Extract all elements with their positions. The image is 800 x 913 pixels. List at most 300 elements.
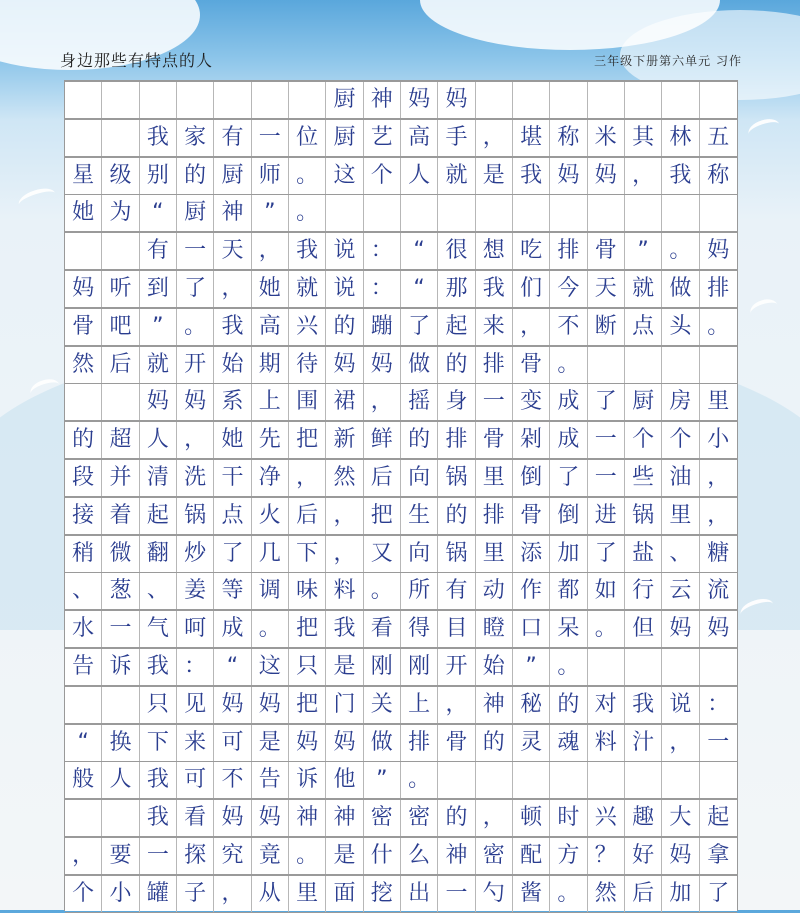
grid-cell: 排: [476, 347, 513, 383]
grid-cell: ，: [214, 876, 251, 912]
grid-cell: [102, 233, 139, 269]
grid-cell: ”: [252, 195, 289, 231]
grid-cell: 骨: [513, 498, 550, 534]
grid-cell: ，: [707, 465, 730, 490]
grid-cell: 神: [364, 82, 401, 118]
grid-cell: [625, 82, 662, 118]
grid-cell: 气: [140, 611, 177, 647]
grid-cell: 。: [662, 233, 699, 269]
essay-line: [65, 232, 737, 270]
grid-cell: 起: [140, 498, 177, 534]
grid-cell: 一: [438, 876, 475, 912]
grid-cell: 稍: [65, 536, 102, 572]
grid-cell: 排: [401, 725, 438, 761]
grid-cell: 骨: [476, 422, 513, 458]
grid-cell: 诉: [289, 762, 326, 798]
grid-cell: 。: [289, 195, 326, 231]
grid-cell: 把: [364, 498, 401, 534]
grid-cell: 我: [140, 120, 177, 156]
grid-cell: 把: [289, 611, 326, 647]
grid-cell: 不: [214, 762, 251, 798]
grid-cell: ：: [364, 271, 401, 307]
grid-cell: 来: [177, 725, 214, 761]
grid-cell: [252, 82, 289, 118]
grid-cell: 来: [476, 309, 513, 345]
grid-cell: [550, 82, 587, 118]
grid-cell: 身: [438, 384, 475, 420]
grid-cell: 罐: [140, 876, 177, 912]
grid-cell: [513, 82, 550, 118]
grid-cell: 做: [364, 725, 401, 761]
grid-cell: 系: [214, 384, 251, 420]
grid-cell: 待: [289, 347, 326, 383]
grid-cell: [588, 82, 625, 118]
grid-cell: 妈: [177, 384, 214, 420]
essay-line: [65, 535, 737, 573]
grid-cell: 加: [662, 876, 699, 912]
grid-cell: 她: [252, 271, 289, 307]
grid-cell: 点: [214, 498, 251, 534]
grid-cell: 断: [588, 309, 625, 345]
grid-cell: 妈: [140, 384, 177, 420]
grid-cell: 都: [550, 573, 587, 609]
grid-cell: 一: [102, 611, 139, 647]
grid-cell: 个: [364, 158, 401, 194]
grid-cell: 配: [513, 838, 550, 874]
essay-line: [65, 799, 737, 837]
grid-cell: 作: [513, 573, 550, 609]
grid-cell: ，: [65, 838, 102, 874]
grid-cell: 妈: [438, 82, 475, 118]
grid-cell: 我: [140, 762, 177, 798]
grid-cell: ，: [364, 384, 401, 420]
grid-cell: ，: [289, 460, 326, 496]
grid-cell: 顿: [513, 800, 550, 836]
grid-cell: 接: [65, 498, 102, 534]
grid-cell: 汁: [625, 725, 662, 761]
grid-cell: 的: [326, 309, 363, 345]
grid-cell: 起: [707, 805, 730, 831]
grid-cell: 头: [662, 309, 699, 345]
grid-cell: 她: [65, 195, 102, 231]
grid-cell: 始: [476, 649, 513, 685]
grid-cell: [65, 384, 102, 420]
grid-cell: 方: [550, 838, 587, 874]
essay-line: [65, 686, 737, 724]
grid-cell: 说: [662, 687, 699, 723]
grid-cell: 兴: [588, 800, 625, 836]
essay-line: [65, 459, 737, 497]
grid-cell: ？: [588, 838, 625, 874]
grid-cell: 他: [326, 762, 363, 798]
grid-cell: 排: [707, 276, 730, 301]
grid-cell: 般: [65, 762, 102, 798]
grid-cell: 些: [625, 460, 662, 496]
grid-cell: 但: [625, 611, 662, 647]
essay-line: [65, 119, 737, 157]
grid-cell: 告: [65, 649, 102, 685]
grid-cell: 一: [588, 422, 625, 458]
grid-cell: 可: [214, 725, 251, 761]
grid-cell: 一: [588, 460, 625, 496]
grid-cell: 子: [177, 876, 214, 912]
grid-cell: ，: [625, 158, 662, 194]
grid-cell: 厨: [326, 82, 363, 118]
grid-cell: 然: [588, 876, 625, 912]
grid-cell: 只: [140, 687, 177, 723]
grid-cell: [102, 687, 139, 723]
grid-cell: 生: [401, 498, 438, 534]
grid-cell: 、: [65, 573, 102, 609]
grid-cell: 称: [550, 120, 587, 156]
grid-cell: [476, 195, 513, 231]
grid-cell: 是: [476, 158, 513, 194]
grid-cell: 就: [140, 347, 177, 383]
grid-cell: 向: [401, 460, 438, 496]
grid-cell: “: [214, 649, 251, 685]
grid-cell: 神: [476, 687, 513, 723]
grid-cell: 神: [289, 800, 326, 836]
grid-cell: 里: [476, 536, 513, 572]
grid-cell: 倒: [513, 460, 550, 496]
grid-cell: [588, 347, 625, 383]
grid-cell: 了: [588, 536, 625, 572]
grid-cell: 人: [140, 422, 177, 458]
grid-cell: [588, 649, 625, 685]
grid-cell: 锅: [438, 536, 475, 572]
grid-cell: ，: [513, 309, 550, 345]
grid-cell: [662, 649, 699, 685]
grid-cell: 上: [252, 384, 289, 420]
grid-cell: 了: [214, 536, 251, 572]
grid-cell: 密: [401, 800, 438, 836]
grid-cell: 。: [550, 347, 587, 383]
grid-cell: 密: [364, 800, 401, 836]
grid-cell: 我: [476, 271, 513, 307]
grid-cell: 里: [289, 876, 326, 912]
grid-cell: 开: [438, 649, 475, 685]
grid-cell: 火: [252, 498, 289, 534]
grid-cell: 想: [476, 233, 513, 269]
grid-cell: 可: [177, 762, 214, 798]
grid-cell: ，: [476, 120, 513, 156]
grid-cell: 、: [140, 573, 177, 609]
grid-cell: 诉: [102, 649, 139, 685]
grid-cell: 换: [102, 725, 139, 761]
grid-cell: 的: [438, 498, 475, 534]
grid-cell: 厨: [214, 158, 251, 194]
grid-cell: 剁: [513, 422, 550, 458]
grid-cell: 称: [707, 162, 730, 188]
grid-cell: 行: [625, 573, 662, 609]
grid-cell: 。: [289, 838, 326, 874]
grid-cell: [140, 82, 177, 118]
grid-cell: [102, 384, 139, 420]
grid-cell: ，: [707, 502, 730, 528]
grid-cell: 说: [326, 271, 363, 307]
grid-cell: 翻: [140, 536, 177, 572]
grid-cell: 。: [707, 313, 730, 339]
grid-cell: [476, 762, 513, 798]
grid-cell: 竟: [252, 838, 289, 874]
grid-cell: ，: [476, 800, 513, 836]
grid-cell: 后: [289, 498, 326, 534]
grid-cell: 。: [177, 309, 214, 345]
grid-cell: [662, 347, 699, 383]
grid-cell: [625, 195, 662, 231]
grid-cell: 听: [102, 271, 139, 307]
grid-cell: 高: [252, 309, 289, 345]
grid-cell: 兴: [289, 309, 326, 345]
grid-cell: ”: [513, 649, 550, 685]
grid-cell: [476, 82, 513, 118]
grid-cell: 妈: [326, 347, 363, 383]
grid-cell: 进: [588, 498, 625, 534]
grid-cell: 究: [214, 838, 251, 874]
grid-cell: 神: [326, 800, 363, 836]
grid-cell: 几: [252, 536, 289, 572]
grid-cell: [588, 762, 625, 798]
grid-cell: [65, 800, 102, 836]
grid-cell: 就: [438, 158, 475, 194]
grid-cell: [700, 347, 737, 383]
grid-cell: 我: [662, 158, 699, 194]
essay-line: [65, 346, 737, 384]
grid-cell: 。: [364, 573, 401, 609]
grid-cell: 成: [214, 611, 251, 647]
grid-cell: [438, 762, 475, 798]
unit-label: 三年级下册第六单元 习作: [594, 54, 742, 68]
grid-cell: [700, 762, 737, 798]
grid-cell: 。: [550, 876, 587, 912]
grid-cell: 变: [513, 384, 550, 420]
grid-cell: 有: [438, 573, 475, 609]
grid-cell: 后: [364, 460, 401, 496]
grid-cell: [513, 195, 550, 231]
grid-cell: 上: [401, 687, 438, 723]
grid-cell: ”: [140, 309, 177, 345]
grid-cell: 成: [550, 384, 587, 420]
grid-cell: 人: [102, 762, 139, 798]
grid-cell: [700, 195, 737, 231]
essay-line: [65, 610, 737, 648]
grid-cell: 妈: [214, 687, 251, 723]
grid-cell: 是: [252, 725, 289, 761]
grid-cell: 我: [214, 309, 251, 345]
grid-cell: 为: [102, 195, 139, 231]
grid-cell: 有: [140, 233, 177, 269]
grid-cell: 里: [707, 389, 730, 415]
essay-line: [65, 194, 737, 232]
grid-cell: [550, 195, 587, 231]
grid-cell: 那: [438, 271, 475, 307]
grid-cell: 时: [550, 800, 587, 836]
grid-cell: 里: [662, 498, 699, 534]
grid-cell: 倒: [550, 498, 587, 534]
grid-cell: 妈: [707, 616, 730, 642]
grid-cell: 厨: [625, 384, 662, 420]
grid-cell: 裙: [326, 384, 363, 420]
grid-cell: 勺: [476, 876, 513, 912]
essay-line: [65, 648, 737, 686]
grid-cell: 做: [662, 271, 699, 307]
grid-cell: 我: [140, 649, 177, 685]
grid-cell: 神: [214, 195, 251, 231]
grid-cell: 吃: [513, 233, 550, 269]
grid-cell: 料: [326, 573, 363, 609]
grid-cell: 盐: [625, 536, 662, 572]
grid-cell: ，: [326, 536, 363, 572]
grid-cell: 有: [214, 120, 251, 156]
grid-cell: [625, 762, 662, 798]
grid-cell: 然: [326, 460, 363, 496]
grid-cell: 加: [550, 536, 587, 572]
essay-line: [65, 837, 737, 875]
grid-cell: 房: [662, 384, 699, 420]
grid-cell: 点: [625, 309, 662, 345]
grid-cell: [102, 82, 139, 118]
grid-cell: 料: [588, 725, 625, 761]
grid-cell: 新: [326, 422, 363, 458]
grid-cell: 妈: [289, 725, 326, 761]
grid-cell: 高: [401, 120, 438, 156]
grid-cell: 出: [401, 876, 438, 912]
grid-cell: 向: [401, 536, 438, 572]
grid-cell: ：: [177, 649, 214, 685]
grid-cell: “: [401, 233, 438, 269]
grid-cell: 林: [662, 120, 699, 156]
grid-cell: 了: [177, 271, 214, 307]
grid-cell: 妈: [65, 271, 102, 307]
grid-cell: 厨: [177, 195, 214, 231]
grid-cell: 了: [550, 460, 587, 496]
grid-cell: 妈: [214, 800, 251, 836]
grid-cell: 骨: [65, 309, 102, 345]
grid-cell: 个: [625, 422, 662, 458]
essay-line: [65, 875, 737, 913]
grid-cell: 厨: [326, 120, 363, 156]
essay-line: [65, 761, 737, 799]
grid-cell: 的: [438, 347, 475, 383]
grid-cell: 做: [401, 347, 438, 383]
grid-cell: 我: [625, 687, 662, 723]
grid-cell: 到: [140, 271, 177, 307]
grid-cell: 超: [102, 422, 139, 458]
grid-cell: 妈: [662, 838, 699, 874]
grid-cell: 门: [326, 687, 363, 723]
grid-cell: 师: [252, 158, 289, 194]
grid-cell: 看: [177, 800, 214, 836]
grid-cell: 大: [662, 800, 699, 836]
essay-line: [65, 421, 737, 459]
grid-cell: 。: [289, 158, 326, 194]
grid-cell: 妈: [364, 347, 401, 383]
grid-cell: [364, 195, 401, 231]
grid-cell: 。: [401, 762, 438, 798]
grid-cell: 说: [326, 233, 363, 269]
grid-cell: 下: [140, 725, 177, 761]
grid-cell: 得: [401, 611, 438, 647]
bird-decoration: [746, 115, 782, 142]
grid-cell: 成: [550, 422, 587, 458]
grid-cell: [65, 233, 102, 269]
grid-cell: [214, 82, 251, 118]
grid-cell: [65, 120, 102, 156]
grid-cell: 挖: [364, 876, 401, 912]
grid-cell: 的: [65, 422, 102, 458]
grid-cell: “: [401, 271, 438, 307]
grid-cell: 人: [401, 158, 438, 194]
grid-cell: 级: [102, 158, 139, 194]
grid-cell: 就: [289, 271, 326, 307]
grid-cell: 好: [625, 838, 662, 874]
grid-cell: 把: [289, 422, 326, 458]
grid-cell: 对: [588, 687, 625, 723]
grid-cell: 、: [662, 536, 699, 572]
grid-cell: 趣: [625, 800, 662, 836]
grid-cell: 要: [102, 838, 139, 874]
grid-cell: 一: [140, 838, 177, 874]
grid-cell: [65, 82, 102, 118]
grid-cell: ：: [707, 691, 730, 717]
grid-cell: 摇: [401, 384, 438, 420]
grid-cell: 面: [326, 876, 363, 912]
grid-cell: 刚: [401, 649, 438, 685]
grid-cell: 今: [550, 271, 587, 307]
grid-cell: 小: [102, 876, 139, 912]
grid-cell: 。: [550, 649, 587, 685]
grid-cell: 我: [140, 800, 177, 836]
grid-cell: 五: [707, 124, 730, 150]
grid-cell: 我: [326, 611, 363, 647]
grid-cell: 刚: [364, 649, 401, 685]
grid-cell: 的: [401, 422, 438, 458]
grid-cell: 就: [625, 271, 662, 307]
grid-cell: 鲜: [364, 422, 401, 458]
grid-cell: 是: [326, 838, 363, 874]
grid-cell: 。: [252, 611, 289, 647]
grid-cell: 我: [289, 233, 326, 269]
grid-cell: 手: [438, 120, 475, 156]
grid-cell: 了: [401, 309, 438, 345]
grid-cell: 洗: [177, 460, 214, 496]
grid-cell: 动: [476, 573, 513, 609]
grid-cell: 妈: [707, 238, 730, 264]
grid-cell: [102, 120, 139, 156]
grid-cell: 从: [252, 876, 289, 912]
grid-cell: 了: [588, 384, 625, 420]
grid-cell: 见: [177, 687, 214, 723]
grid-cell: 妈: [588, 158, 625, 194]
grid-cell: 下: [289, 536, 326, 572]
essay-line: [65, 308, 737, 346]
essay-line: [65, 157, 737, 195]
grid-cell: 里: [476, 460, 513, 496]
grid-cell: 只: [289, 649, 326, 685]
grid-cell: 一: [476, 384, 513, 420]
essay-line: [65, 724, 737, 762]
grid-cell: 呆: [550, 611, 587, 647]
grid-cell: 炒: [177, 536, 214, 572]
grid-cell: 锅: [625, 498, 662, 534]
grid-cell: 锅: [438, 460, 475, 496]
grid-cell: 的: [476, 725, 513, 761]
grid-cell: 密: [476, 838, 513, 874]
grid-cell: 妈: [252, 687, 289, 723]
grid-cell: 然: [65, 347, 102, 383]
grid-cell: 一: [177, 233, 214, 269]
essay-title-row: [65, 81, 737, 119]
